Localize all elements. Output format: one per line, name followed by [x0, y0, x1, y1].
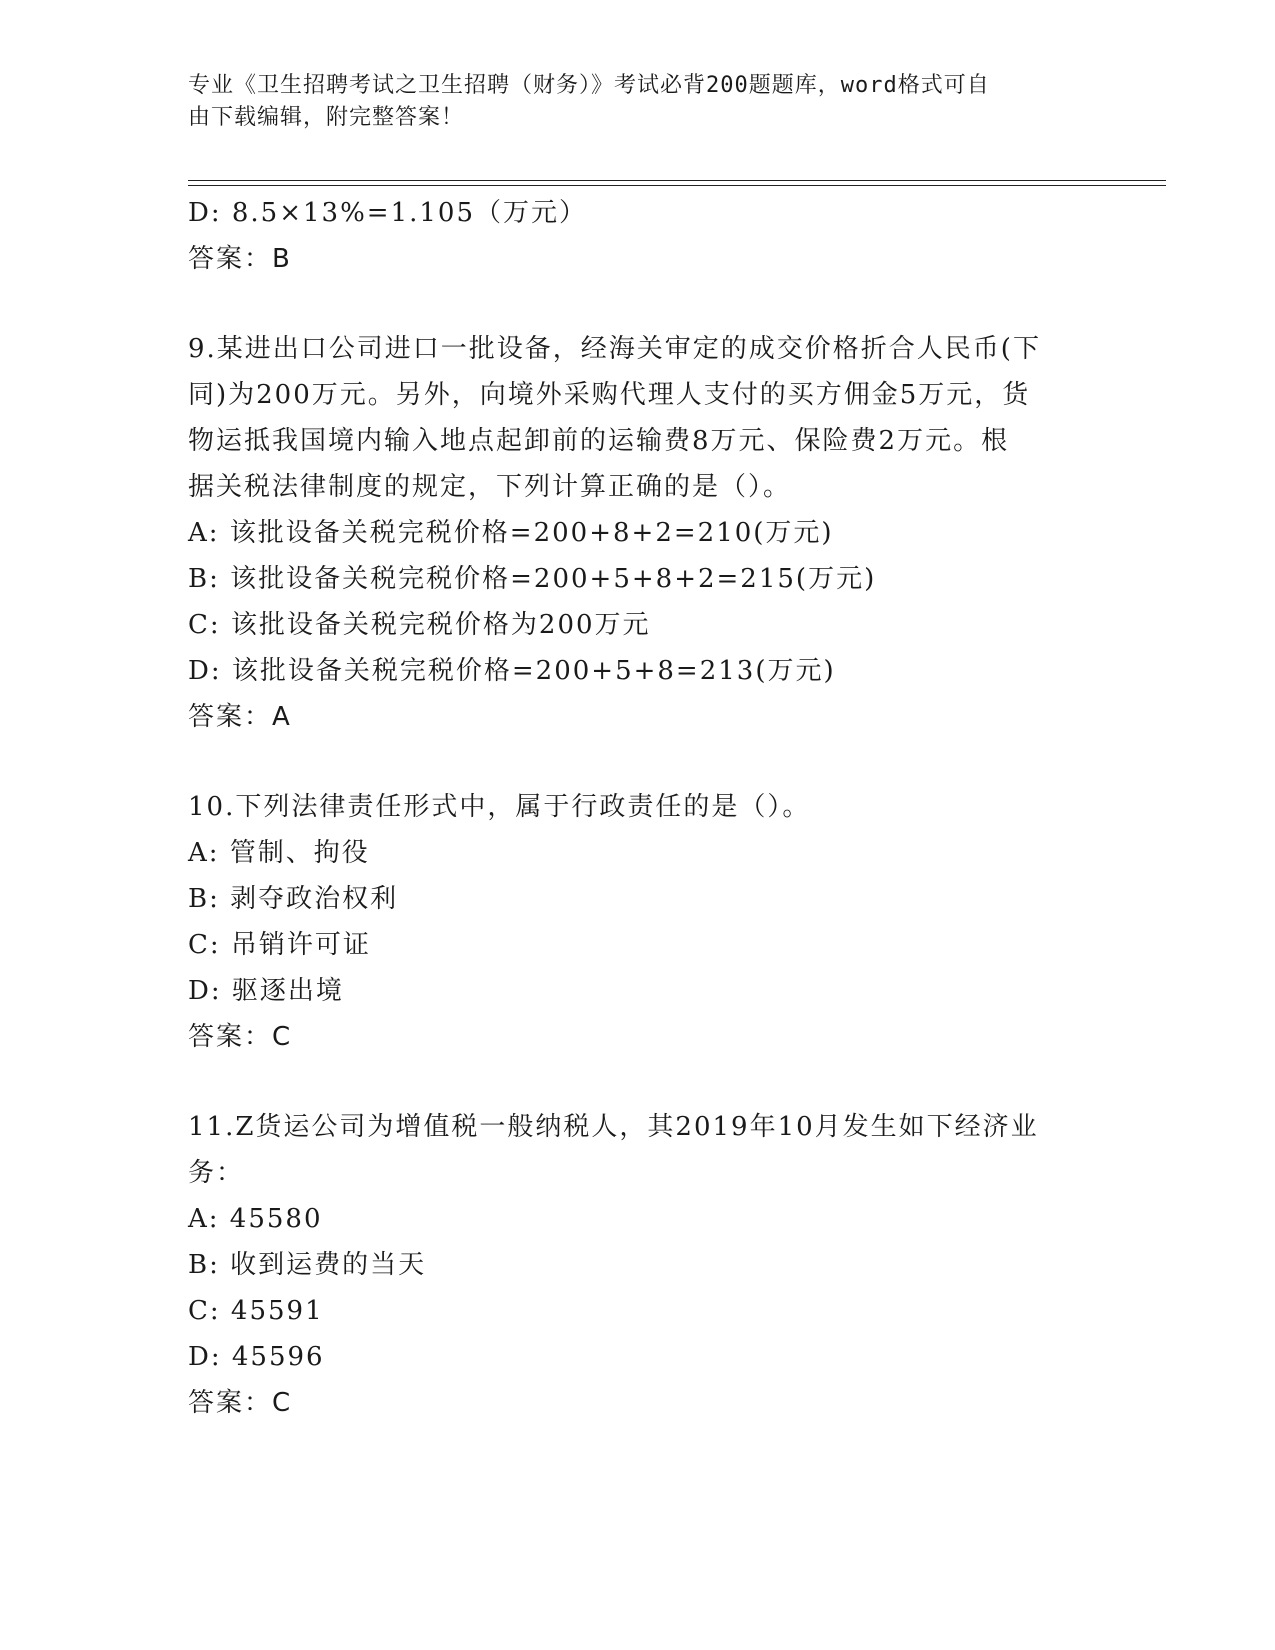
question-text-line: 物运抵我国境内输入地点起卸前的运输费8万元、保险费2万元。根	[188, 426, 1010, 456]
answer-line: 答案：C	[188, 1388, 293, 1418]
question-text-line: 11.Z货运公司为增值税一般纳税人，其2019年10月发生如下经济业	[188, 1112, 1039, 1142]
document-body	[188, 190, 1088, 1426]
spacer	[188, 1060, 1088, 1104]
question-text-line: 同)为200万元。另外，向境外采购代理人支付的买方佣金5万元，货	[188, 380, 1031, 410]
header-divider-bottom	[188, 185, 1166, 186]
spacer	[188, 740, 1088, 784]
question-10	[188, 784, 1088, 1060]
question-text-line: 务：	[188, 1158, 245, 1188]
spacer	[188, 282, 1088, 326]
option-a: A: 45580	[188, 1204, 323, 1234]
question-text-line: 据关税法律制度的规定，下列计算正确的是（）。	[188, 472, 792, 502]
question-text	[188, 326, 1088, 510]
option-d: D: 8.5×13%=1.105（万元）	[188, 198, 588, 228]
option-d: D: 45596	[188, 1342, 325, 1372]
question-text	[188, 784, 1088, 830]
header-line-2: 由下载编辑，附完整答案！	[188, 105, 465, 130]
option-d: D: 该批设备关税完税价格=200+5+8=213(万元)	[188, 656, 836, 686]
header-line-1: 专业《卫生招聘考试之卫生招聘（财务）》考试必背200题题库，word格式可自	[188, 73, 990, 98]
document-header	[188, 70, 1088, 134]
answer-line: 答案：C	[188, 1022, 293, 1052]
option-c: C: 45591	[188, 1296, 324, 1326]
option-c: C: 吊销许可证	[188, 930, 371, 960]
answer-line: 答案：B	[188, 244, 292, 274]
option-c: C: 该批设备关税完税价格为200万元	[188, 610, 651, 640]
option-b: B: 收到运费的当天	[188, 1250, 427, 1280]
option-a: A: 管制、拘役	[188, 838, 370, 868]
answer-line: 答案：A	[188, 702, 292, 732]
option-a: A: 该批设备关税完税价格=200+8+2=210(万元)	[188, 518, 834, 548]
option-b: B: 该批设备关税完税价格=200+5+8+2=215(万元)	[188, 564, 877, 594]
question-text	[188, 1104, 1088, 1196]
question-text-line: 10.下列法律责任形式中，属于行政责任的是（）。	[188, 792, 811, 822]
question-11	[188, 1104, 1088, 1426]
option-b: B: 剥夺政治权利	[188, 884, 399, 914]
question-8-tail	[188, 190, 1088, 282]
question-9	[188, 326, 1088, 740]
header-divider-top	[188, 180, 1166, 181]
option-d: D: 驱逐出境	[188, 976, 344, 1006]
question-text-line: 9.某进出口公司进口一批设备，经海关审定的成交价格折合人民币(下	[188, 334, 1041, 364]
